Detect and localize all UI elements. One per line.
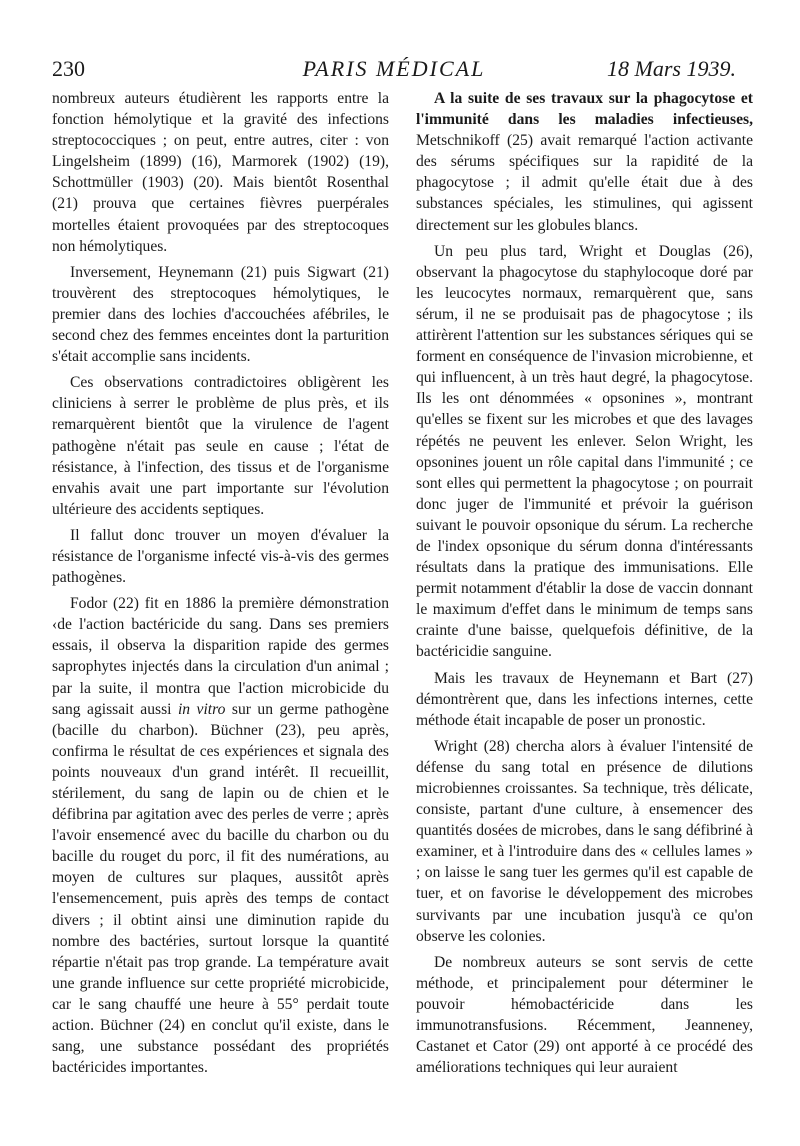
running-header	[52, 56, 736, 86]
paragraph: Inversement, Heynemann (21) puis Sigwart (21) trouvèrent des streptocoques hémolytiques, le premier dans des lochies d'accouchées afébriles, le second chez des femmes enceintes dont la parturition s'était accomplie sans incidents.	[52, 263, 389, 366]
paragraph: nombreux auteurs étudièrent les rapports entre la fonction hémolytique et la gravité des infections streptococciques ; on peut, entre autres, citer : von Lingelsheim (1899) (16), Marmorek (1902) (19), Schottmüller (1903) (20). Mais bientôt Rosenthal (21) prouva que certaines fièvres puerpérales mortelles étaient provoquées par des streptocoques non hémolytiques.	[52, 90, 389, 255]
right-column	[416, 88, 753, 1083]
paragraph: Un peu plus tard, Wright et Douglas (26), observant la phagocytose du staphylocoque doré par les leucocytes normaux, remarquèrent que, sans sérum, il ne se produisait pas de phagocytose ; ils attirèrent l'attention sur les substances sériques qui se forment en conséquence de l'invasion microbienne, et qui influencent, à un très haut degré, la phagocytose. Ils les ont dénommées « opsonines », montrant qu'elles se fixent sur les microbes et que des lavages répétés ne peuvent les enlever. Selon Wright, les opsonines jouent un rôle capital dans l'immunité ; ce sont elles qui permettent la phagocytose ; on pourrait donc juger de l'immunité et prévoir la guérison suivant le pouvoir opsonique du sérum. La recherche de l'index opsonique du sérum donna d'intéressants résultats dans la pratique des immunisations. Elle permit notamment d'établir la dose de vaccin donnant le maximum d'effet dans le minimum de temps sans crainte d'une baisse, quelquefois définitive, de la bactéricidie sanguine.	[416, 242, 753, 661]
paragraph-text: sur un germe pathogène (bacille du charbon). Büchner (23), peu après, confirma le résultat de ces expériences et signala des points nouveaux d'un grand intérêt. Il recueillit, stérilement, du sang de lapin ou de chien et le défibrina par agitation avec des perles de verre ; après l'avoir ensemencé avec du bacille du charbon ou du bacille du rouget du porc, il fit des numérations, au moyen de cultures sur plaques, aussitôt après l'ensemencement, puis après des temps de contact divers ; il obtint ainsi une diminution rapide du nombre des bactéries, surtout lorsque la quantité répartie n'était pas trop grande. La température avait une grande influence sur cette propriété microbicide, car le sang chauffé une heure à 55° perdait toute action. Büchner (24) en conclut qu'il existe, dans le sang, une substance possédant des propriétés bactéricides importantes.	[52, 700, 389, 1077]
paragraph-text: Fodor (22) fit en 1886 la première démonstration ‹de l'action bactéricide du sang. Dans ses premiers essais, il observa la disparition rapide des germes saprophytes injectés dans la circulation d'un animal ; par la suite, il montra que l'action microbicide du sang agissait aussi	[52, 595, 389, 718]
bold-lead-text: A la suite de ses travaux sur la phagocytose et l'immunité dans les maladies infectieuses,	[416, 90, 753, 129]
italic-term: in vitro	[177, 700, 226, 718]
paragraph-text: Metschnikoff (25) avait remarqué l'action activante des sérums spécifiques sur la rapidité de la phagocytose ; il admit qu'elle était due à des substances spéciales, les stimulines, qui agissent directement sur les globules blancs.	[416, 132, 753, 234]
left-column	[52, 88, 389, 1083]
paragraph: Il fallut donc trouver un moyen d'évaluer la résistance de l'organisme infecté vis-à-vis des germes pathogènes.	[52, 526, 389, 587]
paragraph: Wright (28) chercha alors à évaluer l'intensité de défense du sang total en présence de dilutions microbiennes croissantes. Sa technique, très délicate, consiste, partant d'une culture, à ensemencer des quantités dosées de microbes, dans le sang défibriné à examiner, et à l'introduire dans des « cellules lames » ; on laisse le sang tuer les germes qu'il est capable de tuer, et on favorise le développement des microbes survivants par une incubation jusqu'à ce qu'on observe les colonies.	[416, 737, 753, 945]
issue-date: 18 Mars 1939.	[607, 56, 736, 81]
page-number: 230	[52, 56, 85, 81]
paragraph: Ces observations contradictoires obligèrent les cliniciens à serrer le problème de plus près, et ils remarquèrent bientôt que la virulence de l'agent pathogène n'était pas seule en cause ; l'état de résistance, à l'infection, des tissus et de l'organisme envahis avait une part importante sur l'évolution ultérieure des accidents septiques.	[52, 374, 389, 518]
journal-title: PARIS MÉDICAL	[302, 56, 486, 81]
paragraph	[52, 593, 389, 1078]
paragraph	[416, 88, 753, 236]
paragraph: De nombreux auteurs se sont servis de cette méthode, et principalement pour déterminer le pouvoir hémobactéricide dans les immunotransfusions. Récemment, Jeanneney, Castanet et Cator (29) ont apporté à ce procédé des améliorations techniques qui leur auraient	[416, 953, 753, 1077]
paragraph: Mais les travaux de Heynemann et Bart (27) démontrèrent que, dans les infections internes, cette méthode était incapable de poser un pronostic.	[416, 669, 753, 729]
